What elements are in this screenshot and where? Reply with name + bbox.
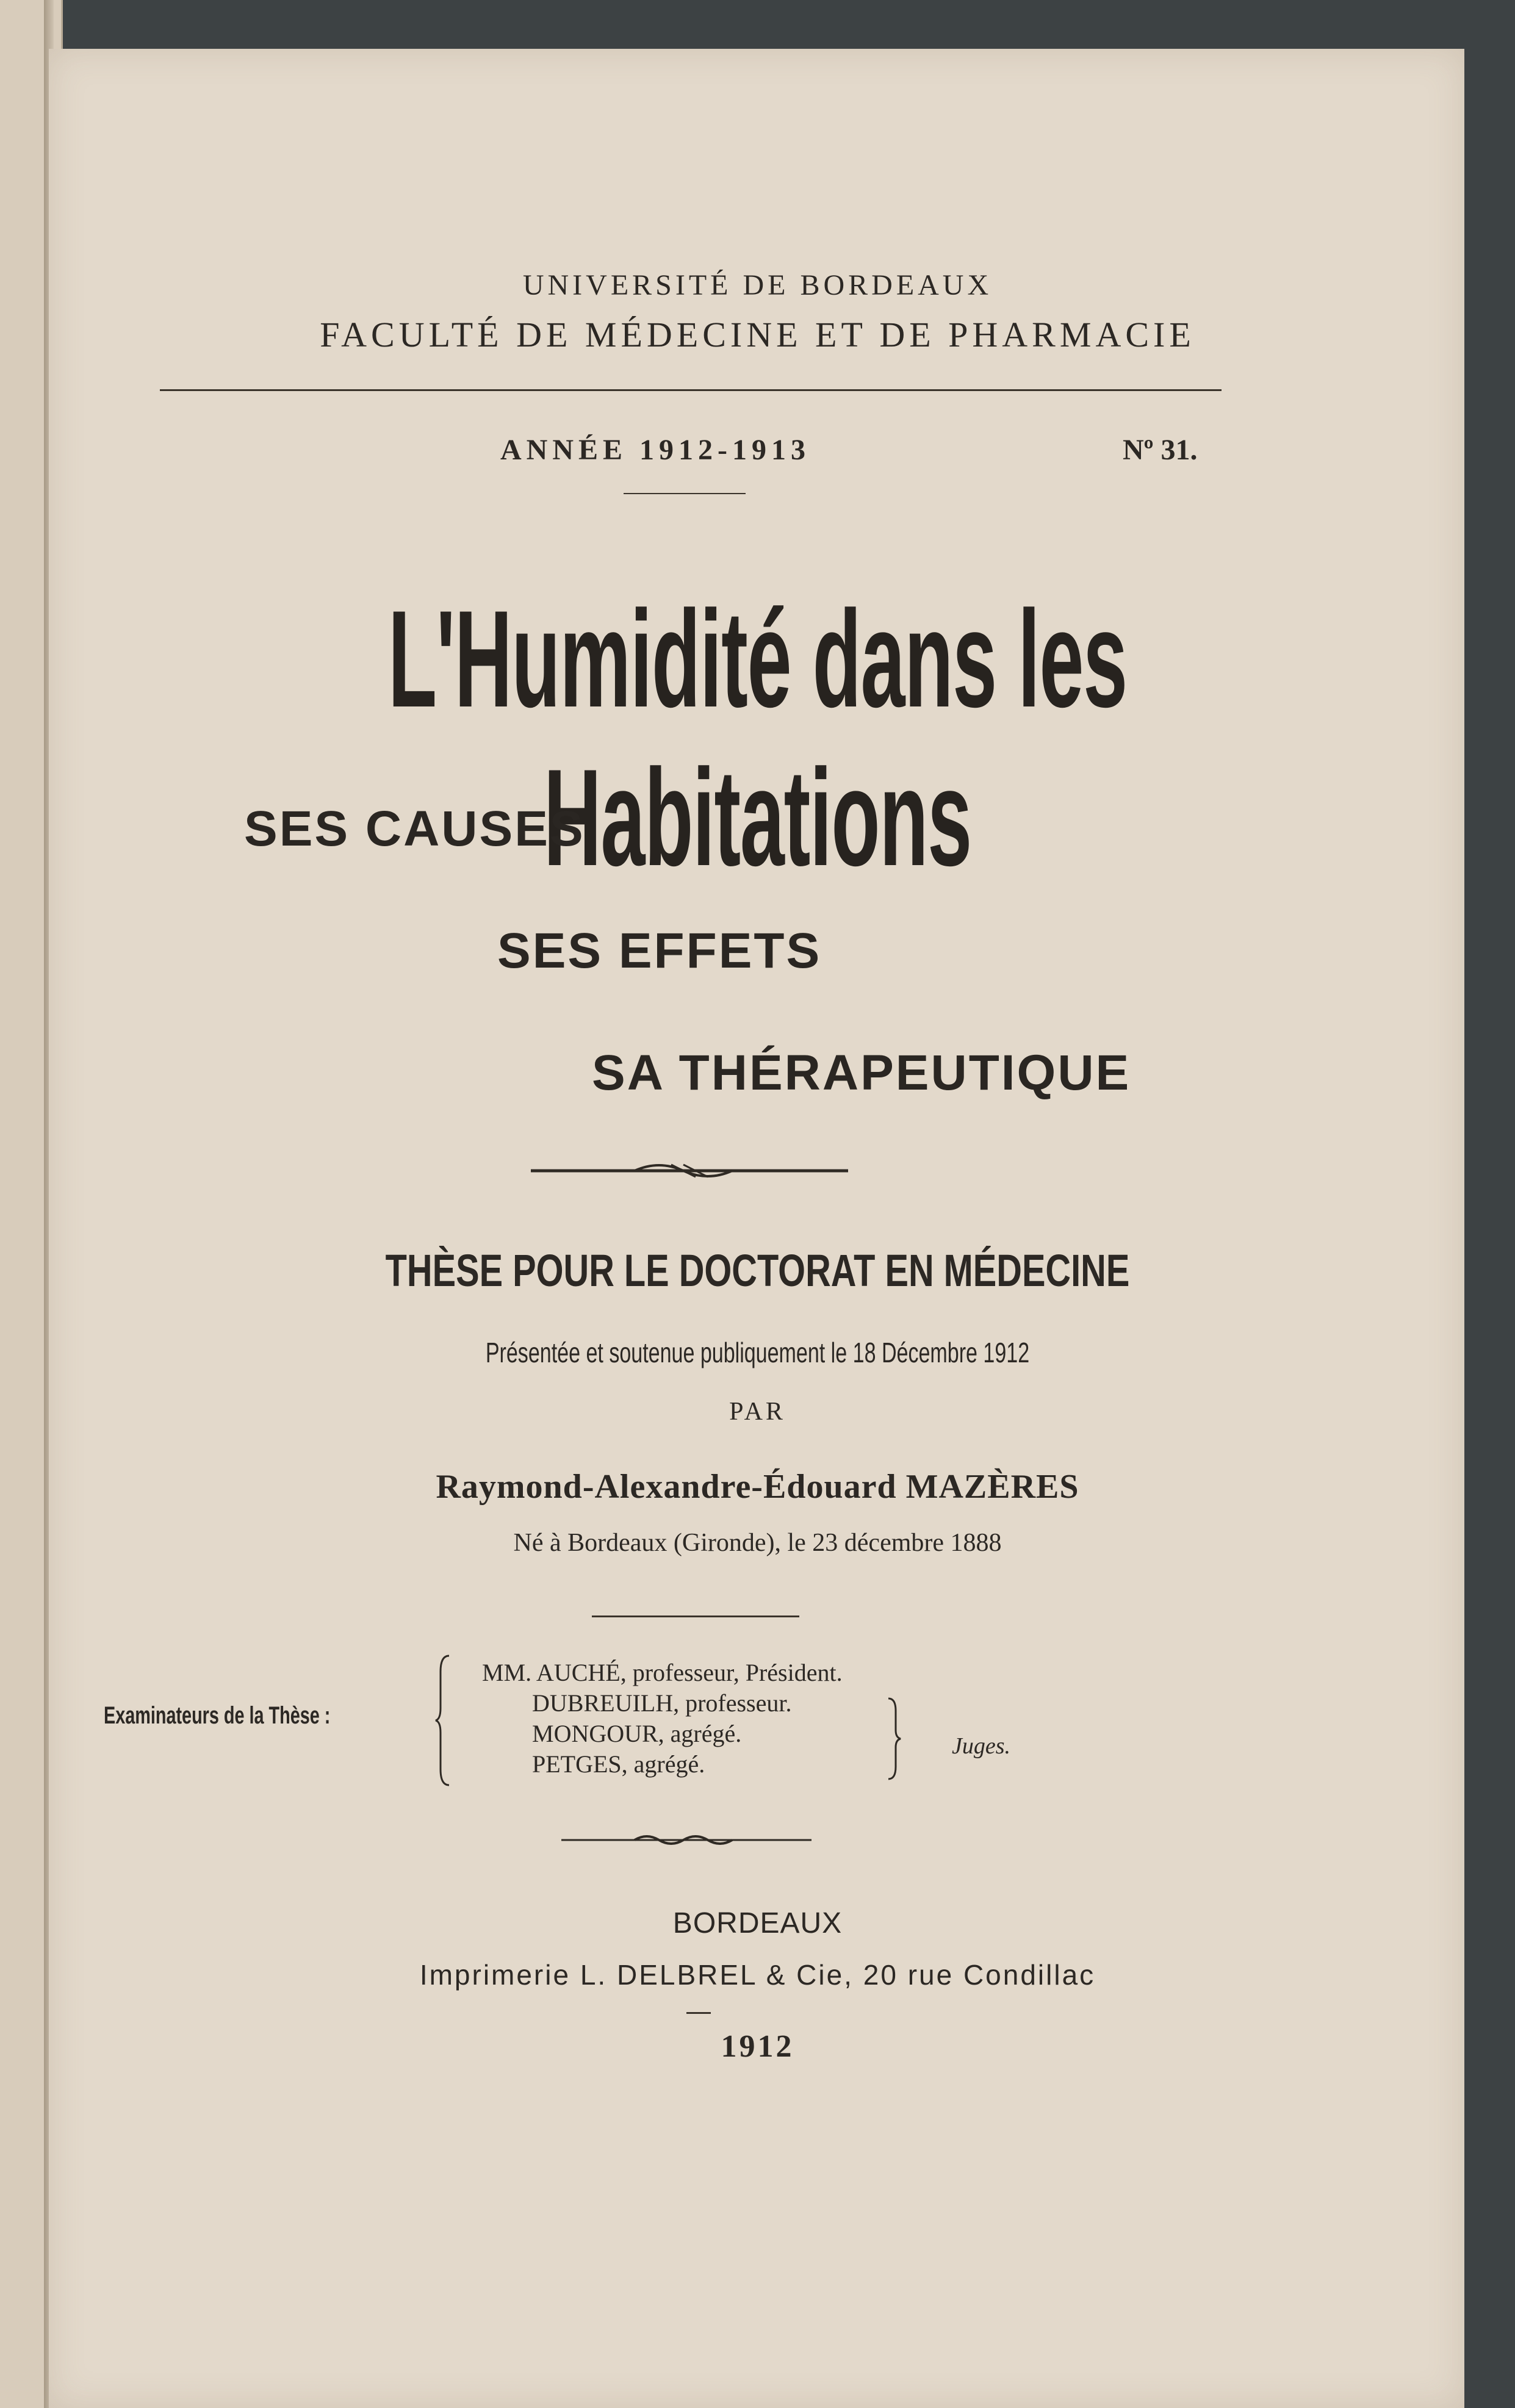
main-title: L'Humidité dans les Habitations	[388, 581, 1127, 894]
university-name: UNIVERSITÉ DE BORDEAUX	[522, 269, 993, 301]
printer-line: Imprimerie L. DELBREL & Cie, 20 rue Condillac	[419, 1959, 1096, 1991]
thesis-heading: THÈSE POUR LE DOCTORAT EN MÉDECINE	[385, 1245, 1130, 1296]
examiner-row: DUBREUILH, professeur.	[532, 1689, 792, 1717]
imprint-city: BORDEAUX	[672, 1907, 843, 1939]
thesis-number: Nº 31.	[1123, 434, 1198, 466]
examiner-row: PETGES, agrégé.	[532, 1750, 705, 1778]
tiny-rule	[686, 2012, 711, 2014]
par-label: PAR	[729, 1398, 786, 1426]
subtitle-causes: SES CAUSES	[244, 801, 585, 857]
author-birth: Né à Bordeaux (Gironde), le 23 décembre 1888	[513, 1529, 1002, 1557]
header-rule	[160, 389, 1222, 391]
author-name: Raymond-Alexandre-Édouard MAZÈRES	[436, 1468, 1079, 1506]
ornament-divider-bottom	[561, 1830, 811, 1849]
subtitle-therapeutique: SA THÉRAPEUTIQUE	[592, 1045, 1131, 1101]
subtitle-effets: SES EFFETS	[497, 923, 822, 979]
academic-year: ANNÉE 1912-1913	[500, 434, 811, 466]
examiners-label: Examinateurs de la Thèse :	[104, 1702, 331, 1729]
juges-label: Juges.	[952, 1733, 1011, 1759]
examiner-row: MM. AUCHÉ, professeur, Président.	[482, 1659, 843, 1686]
right-brace	[885, 1696, 903, 1781]
faculty-name: FACULTÉ DE MÉDECINE ET DE PHARMACIE	[320, 315, 1195, 354]
ornament-divider-top	[531, 1156, 848, 1181]
imprint-year: 1912	[721, 2029, 794, 2064]
left-brace	[434, 1653, 453, 1788]
examiner-row: MONGOUR, agrégé.	[532, 1720, 742, 1747]
short-rule-top	[624, 493, 746, 494]
presentation-date: Présentée et soutenue publiquement le 18 Décembre 1912	[485, 1337, 1030, 1368]
short-rule-middle	[592, 1616, 799, 1617]
